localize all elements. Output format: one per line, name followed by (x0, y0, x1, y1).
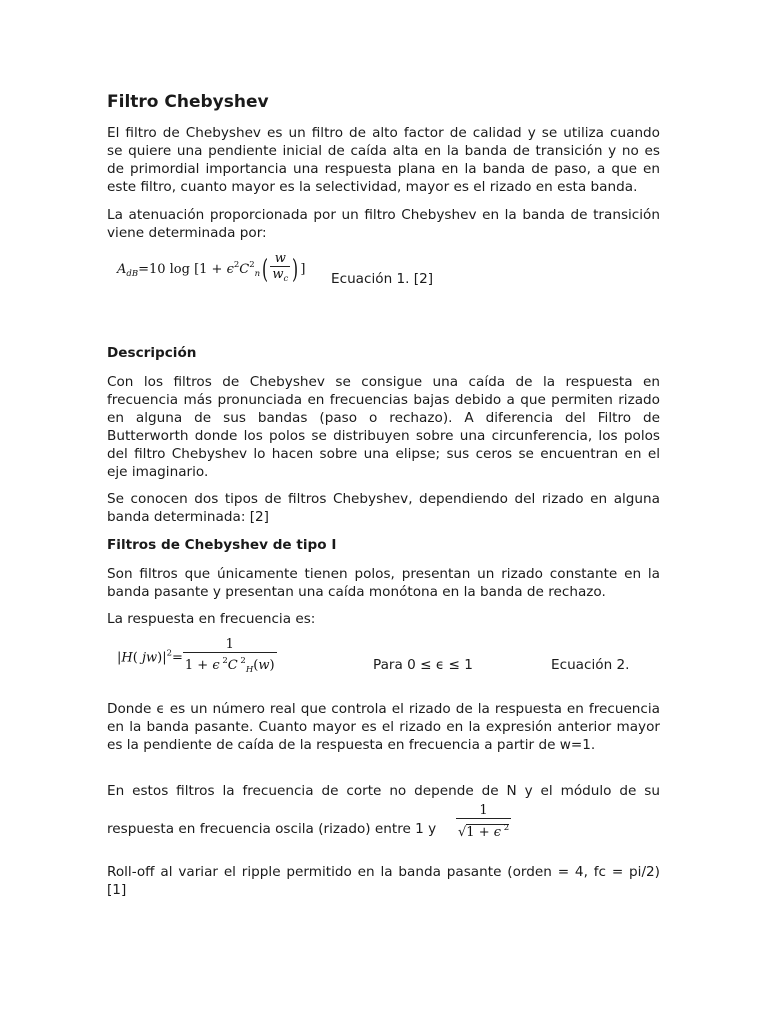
equation-1-formula: $A_{dB}=10$ $\log [1 + \epsilon^2C^2_n$( $\frac{w}{w_c}$ ) ] (117, 251, 306, 285)
text-line: eje imaginario. (107, 464, 209, 480)
section-heading-descripcion: Descripción (107, 345, 197, 361)
text-line: El filtro de Chebyshev es un filtro de alto factor de calidad y se utiliza cuando (107, 125, 660, 141)
descripcion-paragraph-2 (107, 490, 660, 526)
equation-2-formula: |H( $jw)|^2=$ $\frac{1}{1 + \epsilon ^2C ^2_H(w)}$ (117, 637, 275, 675)
page-title: Filtro Chebyshev (107, 92, 269, 112)
text-line: Se conocen dos tipos de filtros Chebyshev, dependiendo del rizado en alguna (107, 491, 660, 507)
intro-paragraph-2 (107, 206, 660, 242)
text-line: en alguna de sus bandas (paso o rechazo). A diferencia del Filtro de (107, 410, 660, 426)
tipo1-paragraph-3 (107, 700, 660, 754)
text-line: Donde ϵ es un número real que controla el rizado de la respuesta en frecuencia (107, 701, 660, 717)
tipo1-paragraph (107, 565, 660, 601)
intro-paragraph (107, 124, 660, 196)
tipo1-paragraph-4-line-2: respuesta en frecuencia oscila (rizado) entre 1 y (107, 821, 437, 837)
text-line: [1] (107, 882, 127, 898)
tipo1-paragraph-2: La respuesta en frecuencia es: (107, 611, 316, 627)
text-line: del filtro Chebyshev lo hacen sobre una elipse; sus ceros se encuentran en el (107, 446, 660, 462)
text-line: frecuencia más pronunciada en frecuencias bajas debido a que permiten rizado (107, 392, 660, 408)
equation-2-condition: Para 0 ≤ ϵ ≤ 1 (373, 657, 473, 673)
text-line: Con los filtros de Chebyshev se consigue una caída de la respuesta en (107, 374, 660, 390)
text-line: se quiere una pendiente inicial de caída alta en la banda de transición y no es (107, 143, 660, 159)
tipo1-paragraph-5 (107, 863, 660, 899)
text-line: Butterworth donde los polos se distribuyen sobre una circunferencia, los polos (107, 428, 660, 444)
tipo1-paragraph-4-line-1: En estos filtros la frecuencia de corte no depende de N y el módulo de su (107, 783, 660, 799)
text-line: banda determinada: [2] (107, 509, 269, 525)
ripple-bound-formula: $\frac{1}{√1 + \epsilon ^2}$ (458, 803, 510, 840)
text-line: es la pendiente de caída de la respuesta en frecuencia a partir de w=1. (107, 737, 596, 753)
text-line: este filtro, cuanto mayor es la selectividad, mayor es el rizado en esta banda. (107, 179, 638, 195)
descripcion-paragraph (107, 373, 660, 481)
text-line: Son filtros que únicamente tienen polos, presentan un rizado constante en la (107, 566, 660, 582)
equation-1-caption: Ecuación 1. [2] (331, 271, 434, 287)
text-line: Roll-off al variar el ripple permitido en la banda pasante (orden = 4, fc = pi/2) (107, 864, 660, 880)
text-line: de primordial importancia una respuesta plana en la banda de paso, a que en (107, 161, 660, 177)
text-line: La atenuación proporcionada por un filtro Chebyshev en la banda de transición (107, 207, 660, 223)
equation-2-caption: Ecuación 2. (551, 657, 630, 673)
section-heading-tipo-1: Filtros de Chebyshev de tipo I (107, 537, 337, 553)
text-line: viene determinada por: (107, 225, 267, 241)
text-line: banda pasante y presentan una caída monótona en la banda de rechazo. (107, 584, 606, 600)
text-line: en la banda pasante. Cuanto mayor es el rizado en la expresión anterior mayor (107, 719, 660, 735)
